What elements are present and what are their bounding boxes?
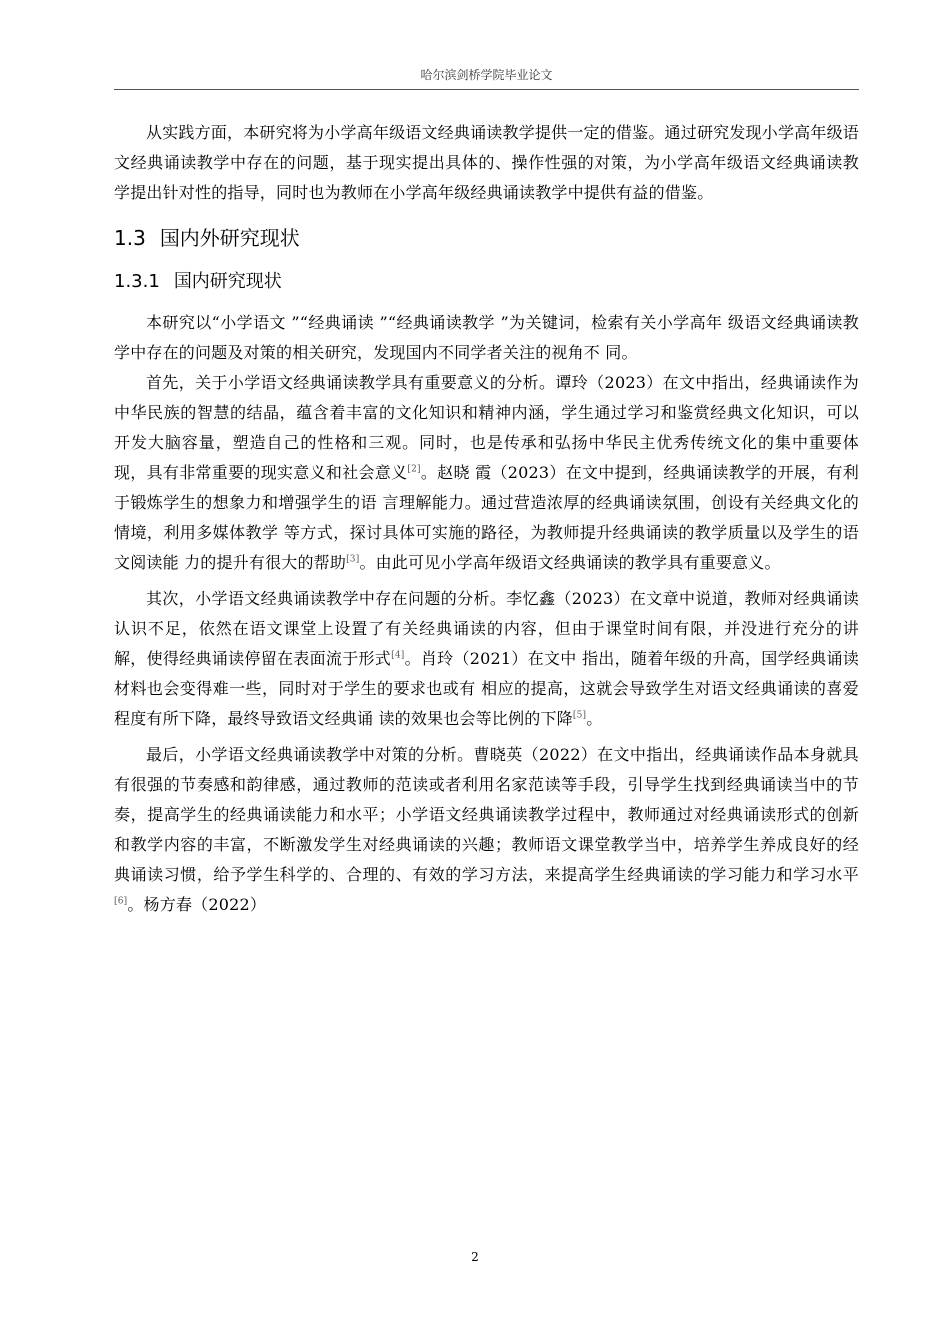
page-header [114,66,859,90]
paragraph-strategies-text-a: 最后，小学语文经典诵读教学中对策的分析。曹晓英（2022）在文中指出，经典诵读作品本身就具有很强的节奏感和韵律感，通过教师的范读或者利用名家范读等手段，引导学生找到经典诵读当中的节奏，提高学生的经典诵读能力和水平；小学语文经典诵读教学过程中，教师通过对经典诵读形式的创新和教学内容的丰富，不断激发学生对经典诵读的兴趣；教师语文课堂教学当中，培养学生养成良好的经典诵读习惯，给予学生科学的、合理的、有效的学习方法，来提高学生经典诵读的学习能力和学习水平 [114,745,859,884]
paragraph-significance [114,368,859,578]
citation-ref: [3] [346,554,360,565]
paragraph-strategies-text-b: 。杨方春（2022） [127,895,267,914]
subsection-number: 1.3.1 [114,271,160,292]
paragraph-significance-text-b: 。赵晓 霞（2023）在文中提到，经典诵读教学的开展，有利于锻炼学生的想象力和增强学生的语 言理解能力。通过营造浓厚的经典诵读氛围，创设有关经典文化的情境，利用多媒体教学 等方式，探讨具体可实施的路径，为教师提升经典诵读的教学质量以及学生的语文阅读能 力的提升有很大的帮助 [114,463,859,572]
section-number: 1.3 [114,226,146,250]
citation-ref: [4] [391,650,405,661]
section-heading [114,218,859,258]
paragraph-problems-text-b: 。肖玲（2021）在文中 指出，随着年级的升高，国学经典诵读材料也会变得难一些，同时对于学生的要求也或有 相应的提高，这就会导致学生对语文经典诵读的喜爱程度有所下降，最终导致语文经典诵 读的效果也会等比例的下降 [114,649,859,728]
paragraph-significance-text-c: 。由此可见小学高年级语文经典诵读的教学具有重要意义。 [359,553,781,572]
citation-ref: [5] [572,710,587,721]
citation-ref: [2] [407,464,421,475]
paragraph-problems-text-a: 其次，小学语文经典诵读教学中存在问题的分析。李忆鑫（2023）在文章中说道，教师对经典诵读认识不足，依然在语文课堂上设置了有关经典诵读的内容，但由于课堂时间有限，并没进行充分的讲解，使得经典诵读停留在表面流于形式 [114,589,859,668]
section-title: 国内外研究现状 [159,226,300,250]
paragraph-problems [114,584,859,734]
paragraph-keywords: 本研究以“小学语文 ”“经典诵读 ”“经典诵读教学 ”为关键词，检索有关小学高年 级语文经典诵读教学中存在的问题及对策的相关研究，发现国内不同学者关注的视角不 同。 [114,313,859,362]
subsection-title: 国内研究现状 [173,271,282,292]
document-body [114,118,859,920]
subsection-heading [114,262,859,302]
intro-paragraph: 从实践方面，本研究将为小学高年级语文经典诵读教学提供一定的借鉴。通过研究发现小学高年级语文经典诵读教学中存在的问题，基于现实提出具体的、操作性强的对策，为小学高年级语文经典诵读教学提出针对性的指导，同时也为教师在小学高年级经典诵读教学中提供有益的借鉴。 [114,123,859,202]
paragraph-significance-text-a: 首先，关于小学语文经典诵读教学具有重要意义的分析。谭玲（2023）在文中指出，经典诵读作为中华民族的智慧的结晶，蕴含着丰富的文化知识和精神内涵，学生通过学习和鉴赏经典文化知识，可以开发大脑容量，塑造自己的性格和三观。同时，也是传承和弘扬中华民主优秀传统文化的集中重要体现，具有非常重要的现实意义和社会意义 [114,373,859,482]
header-title: 哈尔滨剑桥学院毕业论文 [420,68,553,82]
paragraph-strategies [114,740,859,920]
paragraph-problems-text-c: 。 [586,709,603,728]
page-number: 2 [471,1250,479,1264]
citation-ref: [6] [114,896,128,907]
